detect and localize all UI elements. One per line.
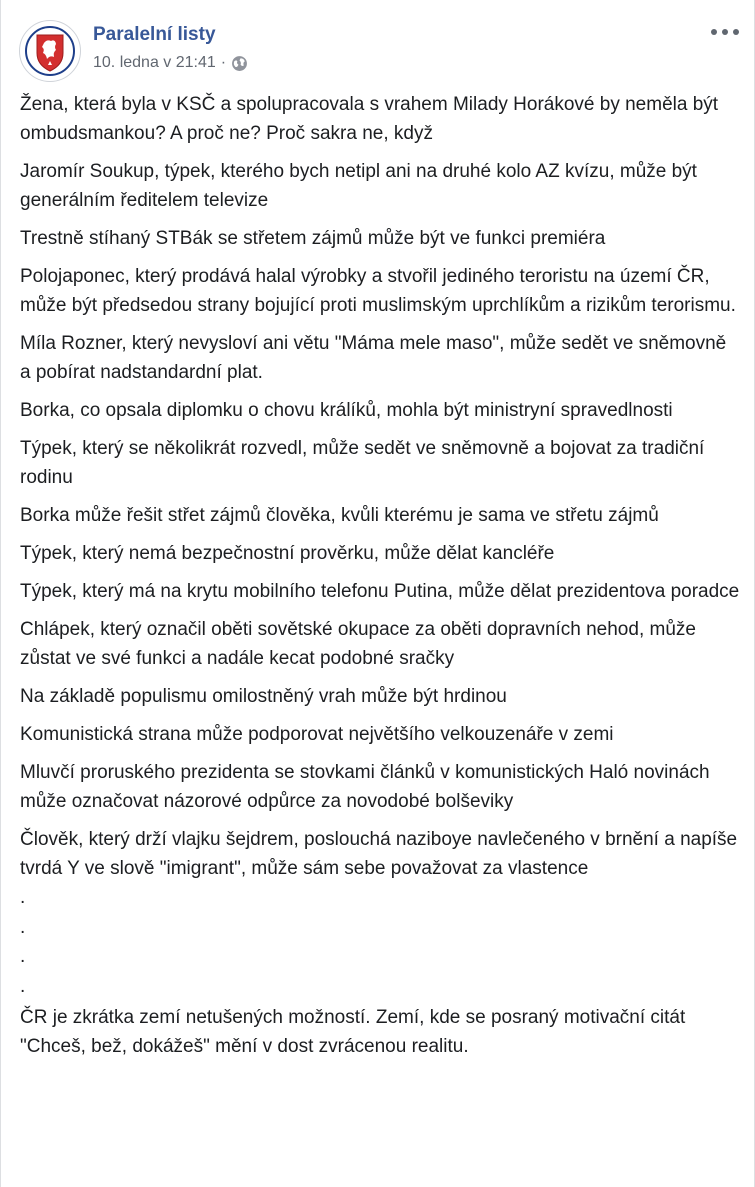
dot-line: . <box>20 946 26 967</box>
post-paragraph: Týpek, který má na krytu mobilního telefonu Putina, může dělat prezidentova poradce <box>20 581 740 602</box>
post-paragraph: Na základě populismu omilostněný vrah může být hrdinou <box>20 686 507 707</box>
post-paragraph: Mluvčí proruského prezidenta se stovkami článků v komunistických Haló novinách může označovat názorové odpůrce za novodobé bolševiky <box>20 762 710 812</box>
dot-line: . <box>20 975 26 997</box>
post-meta <box>93 54 248 72</box>
more-options-icon[interactable] <box>711 22 739 42</box>
post-paragraph: Borka, co opsala diplomku o chovu králíků, mohla být ministryní spravedlnosti <box>20 400 673 421</box>
post-paragraph: Polojaponec, který prodává halal výrobky a stvořil jediného teroristu na území ČR, může být předsedou strany bojující proti muslimským uprchlíkům a rizikům terorismu. <box>20 266 736 316</box>
page-name-link[interactable]: Paralelní listy <box>93 24 216 45</box>
dot-line: . <box>20 916 26 938</box>
post-paragraph: Borka může řešit střet zájmů člověka, kvůli kterému je sama ve střetu zájmů <box>20 505 659 526</box>
post-paragraph: Míla Rozner, který nevysloví ani větu "Máma mele maso", může sedět ve sněmovně a pobírat nadstandardní plat. <box>20 333 727 383</box>
post-paragraph: Jaromír Soukup, týpek, kterého bych netipl ani na druhé kolo AZ kvízu, může být generálním ředitelem televize <box>20 161 697 211</box>
post-body <box>20 90 740 1070</box>
post-paragraph: Komunistická strana může podporovat největšího velkouzenáře v zemi <box>20 724 614 745</box>
post-paragraph: Týpek, který se několikrát rozvedl, může sedět ve sněmovně a bojovat za tradiční rodinu <box>20 438 705 488</box>
lion-crest-icon <box>20 21 80 81</box>
post-paragraph: Žena, která byla v KSČ a spolupracovala s vrahem Milady Horákové by neměla být ombudsmankou? A proč ne? Proč sakra ne, když <box>20 94 719 144</box>
post-paragraph: Chlápek, který označil oběti sovětské okupace za oběti dopravních nehod, může zůstat ve své funkci a nadále kecat podobné sračky <box>20 619 696 669</box>
meta-separator: · <box>220 54 227 71</box>
page-avatar[interactable] <box>19 20 81 82</box>
post-closing-paragraph: ČR je zkrátka zemí netušených možností. Zemí, kde se posraný motivační citát "Chceš, bež, dokážeš" mění v dost zvrácenou realitu. <box>20 1007 686 1057</box>
post-paragraph: Trestně stíhaný STBák se střetem zájmů může být ve funkci premiéra <box>20 228 606 249</box>
dot-line: . <box>20 887 26 908</box>
post-paragraph: Týpek, který nemá bezpečnostní prověrku, může dělat kancléře <box>20 543 555 564</box>
post-paragraph: Člověk, který drží vlajku šejdrem, poslouchá naziboye navlečeného v brnění a napíše tvrdá Y ve slově "imigrant", může sám sebe považovat za vlastence <box>20 829 738 879</box>
post-timestamp[interactable]: 10. ledna v 21:41 <box>93 54 216 71</box>
post-header <box>19 20 739 82</box>
globe-icon[interactable] <box>231 55 248 72</box>
